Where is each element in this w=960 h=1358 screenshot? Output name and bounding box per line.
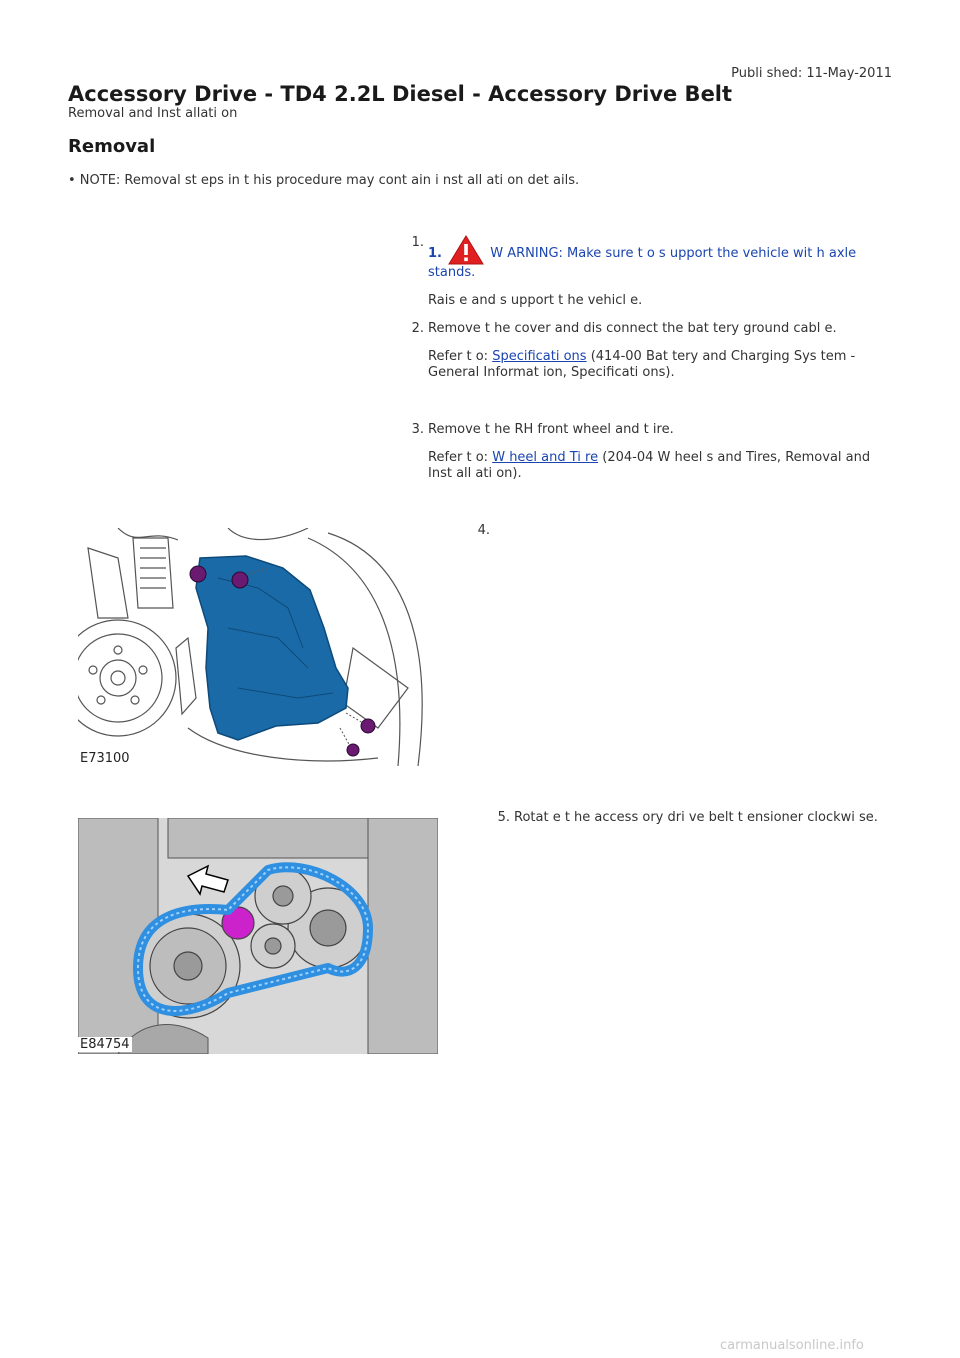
link-wheel-and-tire[interactable]: W heel and Ti re (492, 450, 599, 465)
step-text: Remove t he cover and dis connect the bat tery ground cabl e. (428, 321, 837, 336)
step-text: Rotat e t he access ory dri ve belt t ensioner clockwi se. (514, 810, 878, 825)
refer-line: Refer t o: Specificati ons (414-00 Bat tery and Charging Sys tem - (428, 349, 856, 364)
step-text: Remove t he RH front wheel and t ire. (428, 422, 674, 437)
page-title: Accessory Drive - TD4 2.2L Diesel - Accessory Drive Belt (68, 82, 733, 106)
step-number: 1. (411, 235, 424, 250)
engine-cover-illustration (78, 528, 438, 768)
removal-note: • NOTE: Removal st eps in t his procedure may cont ain i nst all ati on det ails. (68, 173, 580, 188)
link-specifications[interactable]: Specificati ons (492, 349, 587, 364)
refer-line-2: General Informat ion, Specificati ons). (428, 365, 675, 380)
page-subtitle: Removal and Inst allati on (68, 106, 238, 121)
refer-line: Refer t o: W heel and Ti re (204-04 W heel s and Tires, Removal and (428, 450, 871, 465)
step-number: 3. (411, 422, 424, 437)
step-number: 4. (477, 523, 490, 538)
published-date: Publi shed: 11-May-2011 (731, 66, 892, 81)
accessory-belt-illustration (78, 818, 438, 1054)
warning-text: W ARNING: Make sure t o s upport the vehicle wit h axle (486, 246, 857, 261)
warning-step-number: 1. (428, 246, 442, 261)
step-text: Rais e and s upport t he vehicl e. (428, 293, 643, 308)
figure-e73100 (78, 528, 438, 768)
figure-label: E84754 (80, 1037, 130, 1052)
refer-line-2: Inst all ati on). (428, 466, 522, 481)
figure-e84754 (78, 818, 438, 1054)
step-number: 2. (411, 321, 424, 336)
warning-icon (448, 235, 484, 265)
step-number: 5. (497, 810, 510, 825)
warning-text-line2: stands. (428, 265, 476, 280)
figure-label: E73100 (80, 751, 130, 766)
watermark-footer: carmanualsonline.info (720, 1338, 864, 1353)
section-heading: Removal (68, 136, 156, 157)
